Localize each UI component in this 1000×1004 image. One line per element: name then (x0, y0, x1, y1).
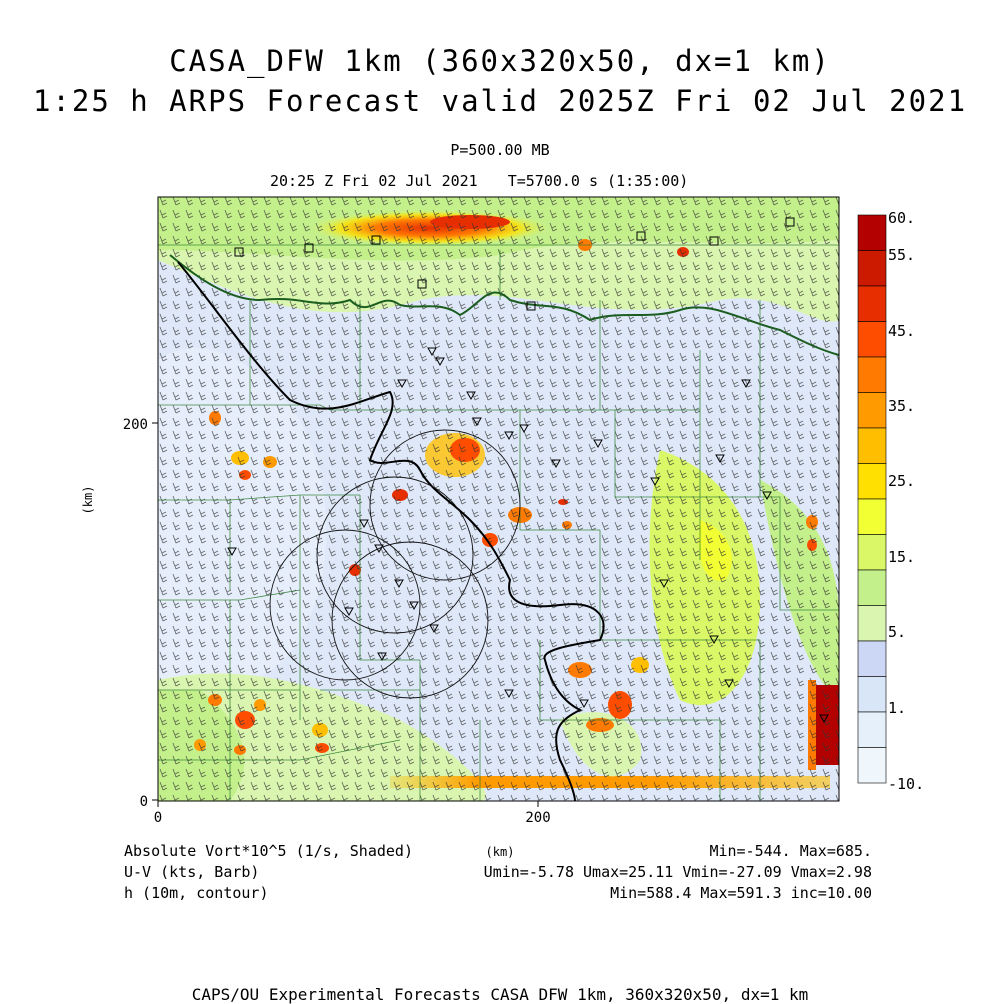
x-axis-label: (km) (485, 845, 515, 859)
y-tick-0: 0 (139, 794, 148, 810)
colorbar-label: 35. (888, 397, 916, 415)
colorbar-label: 15. (888, 548, 916, 566)
colorbar-swatch (858, 215, 886, 251)
colorbar-label: 5. (888, 623, 907, 641)
colorbar-swatch (858, 535, 886, 571)
colorbar-swatch (858, 499, 886, 535)
colorbar-swatch (858, 357, 886, 393)
model-time: T=5700.0 s (1:35:00) (507, 172, 689, 190)
colorbar-swatch (858, 322, 886, 358)
colorbar-label: 25. (888, 472, 916, 490)
wind-barbs (158, 197, 839, 801)
colorbar-label: 45. (888, 322, 916, 340)
colorbar-swatch (858, 748, 886, 784)
colorbar-swatch (858, 428, 886, 464)
colorbar-swatch (858, 677, 886, 713)
title-line-2: 1:25 h ARPS Forecast valid 2025Z Fri 02 Jul 2021 (32, 84, 968, 118)
colorbar-swatch (858, 641, 886, 677)
legend-field1-stats: Min=-544. Max=685. (709, 842, 872, 860)
colorbar-swatch (858, 570, 886, 606)
colorbar-swatch (858, 251, 886, 287)
legend-field3-stats: Min=588.4 Max=591.3 inc=10.00 (610, 884, 872, 902)
legend-field3: h (10m, contour) (124, 884, 269, 902)
colorbar (858, 215, 886, 783)
colorbar-swatch (858, 606, 886, 642)
valid-time: 20:25 Z Fri 02 Jul 2021 (270, 172, 478, 190)
y-axis-label: (km) (81, 485, 95, 515)
title-line-1: CASA_DFW 1km (360x320x50, dx=1 km) (169, 44, 831, 78)
x-tick-0: 0 (153, 810, 163, 826)
colorbar-labels (888, 209, 924, 793)
pressure-level: P=500.00 MB (450, 141, 550, 159)
map-area (158, 197, 839, 801)
colorbar-label: 1. (888, 699, 907, 717)
colorbar-swatch (858, 464, 886, 500)
colorbar-label: -10. (888, 775, 925, 793)
credit-line: CAPS/OU Experimental Forecasts CASA DFW 1km, 360x320x50, dx=1 km (191, 985, 809, 1004)
legend-field2-stats: Umin=-5.78 Umax=25.11 Vmin=-27.09 Vmax=2.98 (483, 863, 872, 881)
legend-field2: U-V (kts, Barb) (124, 863, 260, 881)
colorbar-swatch (858, 712, 886, 748)
colorbar-swatch (858, 286, 886, 322)
colorbar-swatch (858, 393, 886, 429)
y-tick-200: 200 (122, 417, 148, 433)
x-tick-200: 200 (525, 810, 551, 826)
colorbar-label: 60. (888, 209, 916, 227)
legend-field1: Absolute Vort*10^5 (1/s, Shaded) (124, 842, 413, 860)
colorbar-label: 55. (888, 246, 916, 264)
